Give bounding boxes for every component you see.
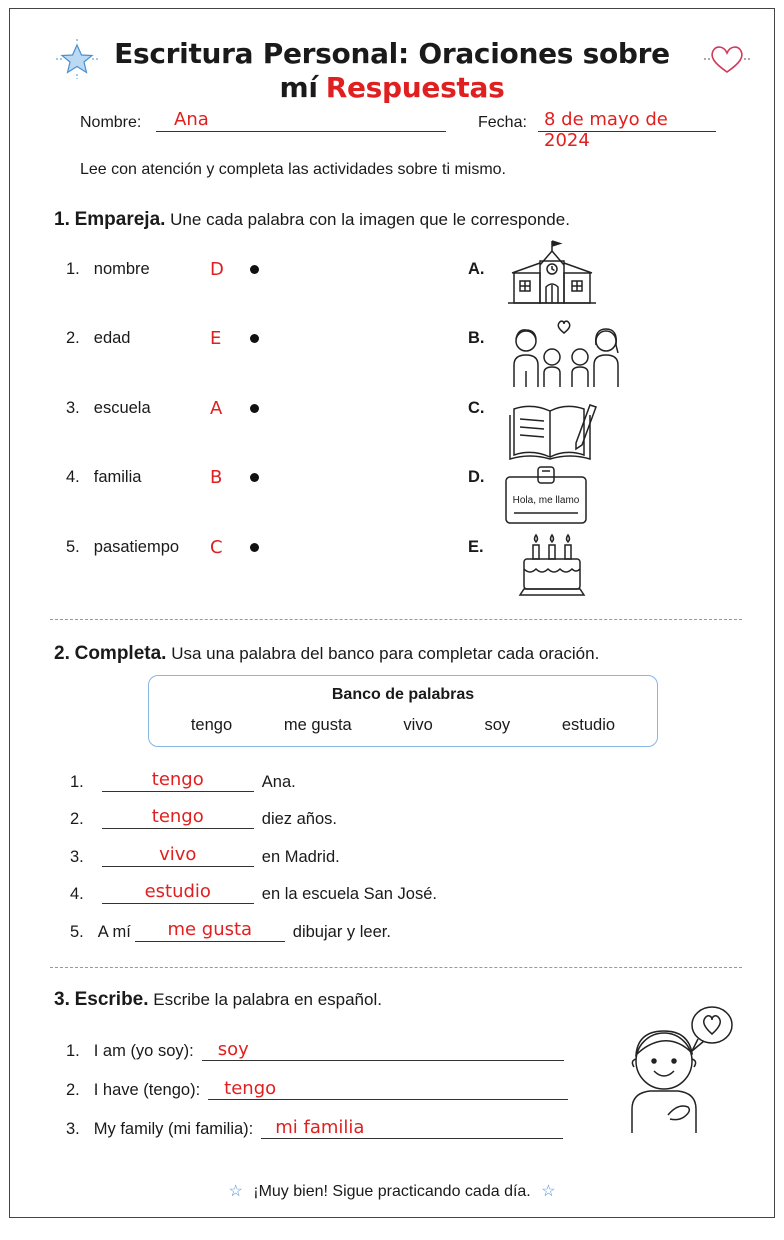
title-main: Escritura Personal: Oraciones sobre mí [114, 37, 670, 104]
match-answer-2: E [210, 328, 222, 349]
match-dot-4[interactable] [250, 473, 259, 482]
name-tag-text: Hola, me llamo [512, 495, 580, 506]
fill-num: 5. [70, 923, 84, 941]
birthday-cake-icon[interactable] [518, 533, 586, 599]
date-value: 8 de mayo de 2024 [544, 109, 668, 151]
option-letter-b: B. [468, 329, 485, 347]
write-prompt: I am (yo soy): [93, 1042, 194, 1060]
write-prompt: I have (tengo): [93, 1081, 201, 1099]
family-icon[interactable] [504, 315, 624, 387]
fill-answer-1[interactable]: tengo [102, 769, 254, 792]
write-num: 2. [66, 1081, 80, 1099]
bank-word: estudio [561, 716, 616, 734]
match-dot-5[interactable] [250, 543, 259, 552]
fill-suffix: en la escuela San José. [261, 885, 437, 903]
footer [10, 1181, 774, 1201]
bank-word: vivo [403, 716, 433, 734]
title-answers: Respuestas [325, 71, 505, 104]
write-prompt: My family (mi familia): [93, 1120, 254, 1138]
write-answer-1[interactable]: soy [202, 1039, 564, 1061]
bank-word: me gusta [283, 716, 352, 734]
write-answer-3[interactable]: mi familia [261, 1117, 563, 1139]
option-letter-a: A. [468, 260, 485, 278]
match-item-5 [66, 538, 179, 557]
name-value: Ana [174, 109, 209, 130]
name-label: Nombre: [80, 114, 142, 131]
fill-prefix: A mí [97, 923, 131, 941]
fill-item-1 [70, 769, 296, 792]
option-letter-d: D. [468, 468, 485, 486]
match-item-3 [66, 399, 151, 418]
fill-suffix: Ana. [261, 773, 296, 791]
worksheet-page [9, 8, 775, 1218]
word-bank-list [149, 716, 657, 735]
word-bank [148, 675, 658, 747]
match-num: 5. [66, 538, 80, 556]
match-item-1 [66, 260, 150, 279]
match-word: pasatiempo [93, 538, 180, 556]
word-bank-title: Banco de palabras [331, 686, 475, 703]
match-answer-1: D [210, 259, 224, 280]
section2-number: 2. [54, 643, 70, 664]
fill-suffix: dibujar y leer. [292, 923, 391, 941]
date-label: Fecha: [478, 114, 527, 131]
fill-num: 4. [70, 885, 84, 903]
fill-num: 1. [70, 773, 84, 791]
heart-icon [704, 41, 750, 77]
page-title [10, 37, 774, 105]
section3-title: Escribe. [74, 989, 149, 1010]
instructions: Lee con atención y completa las actividades sobre ti mismo. [80, 161, 506, 178]
bank-word: tengo [190, 716, 233, 734]
fill-item-2 [70, 806, 337, 829]
match-word: escuela [93, 399, 151, 417]
match-dot-2[interactable] [250, 334, 259, 343]
match-word: edad [93, 329, 131, 347]
section-divider-2 [50, 967, 742, 968]
fill-num: 2. [70, 810, 84, 828]
option-letter-e: E. [468, 538, 484, 556]
match-dot-3[interactable] [250, 404, 259, 413]
write-num: 3. [66, 1120, 80, 1138]
fill-answer-4[interactable]: estudio [102, 881, 254, 904]
match-num: 3. [66, 399, 80, 417]
name-field[interactable] [156, 109, 446, 132]
write-answer-2[interactable]: tengo [208, 1078, 568, 1100]
fill-num: 3. [70, 848, 84, 866]
school-icon[interactable] [506, 239, 598, 305]
fill-answer-3[interactable]: vivo [102, 844, 254, 867]
match-answer-4: B [210, 467, 223, 488]
match-answer-3: A [210, 398, 223, 419]
fill-answer-5[interactable]: me gusta [135, 919, 285, 942]
fill-suffix: en Madrid. [261, 848, 340, 866]
fill-suffix: diez años. [261, 810, 337, 828]
section2-title: Completa. [74, 643, 167, 664]
section3-text: Escribe la palabra en español. [153, 990, 382, 1009]
star-icon: ☆ [541, 1183, 556, 1200]
match-item-4 [66, 468, 141, 487]
match-num: 2. [66, 329, 80, 347]
write-item-2 [66, 1078, 568, 1100]
write-num: 1. [66, 1042, 80, 1060]
option-letter-c: C. [468, 399, 485, 417]
match-dot-1[interactable] [250, 265, 259, 274]
boy-thinking-icon [622, 1003, 742, 1133]
write-item-3 [66, 1117, 563, 1139]
book-icon[interactable] [506, 397, 598, 461]
fill-item-5 [70, 919, 391, 942]
section3-number: 3. [54, 989, 70, 1010]
date-field[interactable] [538, 109, 716, 151]
section2-heading [54, 643, 599, 665]
write-item-1 [66, 1039, 564, 1061]
section1-text: Une cada palabra con la imagen que le corresponde. [170, 210, 570, 229]
section2-text: Usa una palabra del banco para completar cada oración. [171, 644, 600, 663]
name-tag-icon[interactable] [504, 465, 588, 525]
section-divider-1 [50, 619, 742, 620]
section1-title: Empareja. [74, 209, 166, 230]
match-word: familia [93, 468, 142, 486]
match-num: 1. [66, 260, 80, 278]
bank-word: soy [484, 716, 511, 734]
star-icon: ☆ [228, 1183, 243, 1200]
fill-item-4 [70, 881, 437, 904]
section1-heading [54, 209, 570, 231]
match-word: nombre [93, 260, 150, 278]
match-answer-5: C [210, 537, 223, 558]
section3-heading [54, 989, 382, 1011]
footer-text: ¡Muy bien! Sigue practicando cada día. [253, 1183, 531, 1200]
fill-item-3 [70, 844, 340, 867]
fill-answer-2[interactable]: tengo [102, 806, 254, 829]
match-num: 4. [66, 468, 80, 486]
section1-number: 1. [54, 209, 70, 230]
match-item-2 [66, 329, 130, 348]
